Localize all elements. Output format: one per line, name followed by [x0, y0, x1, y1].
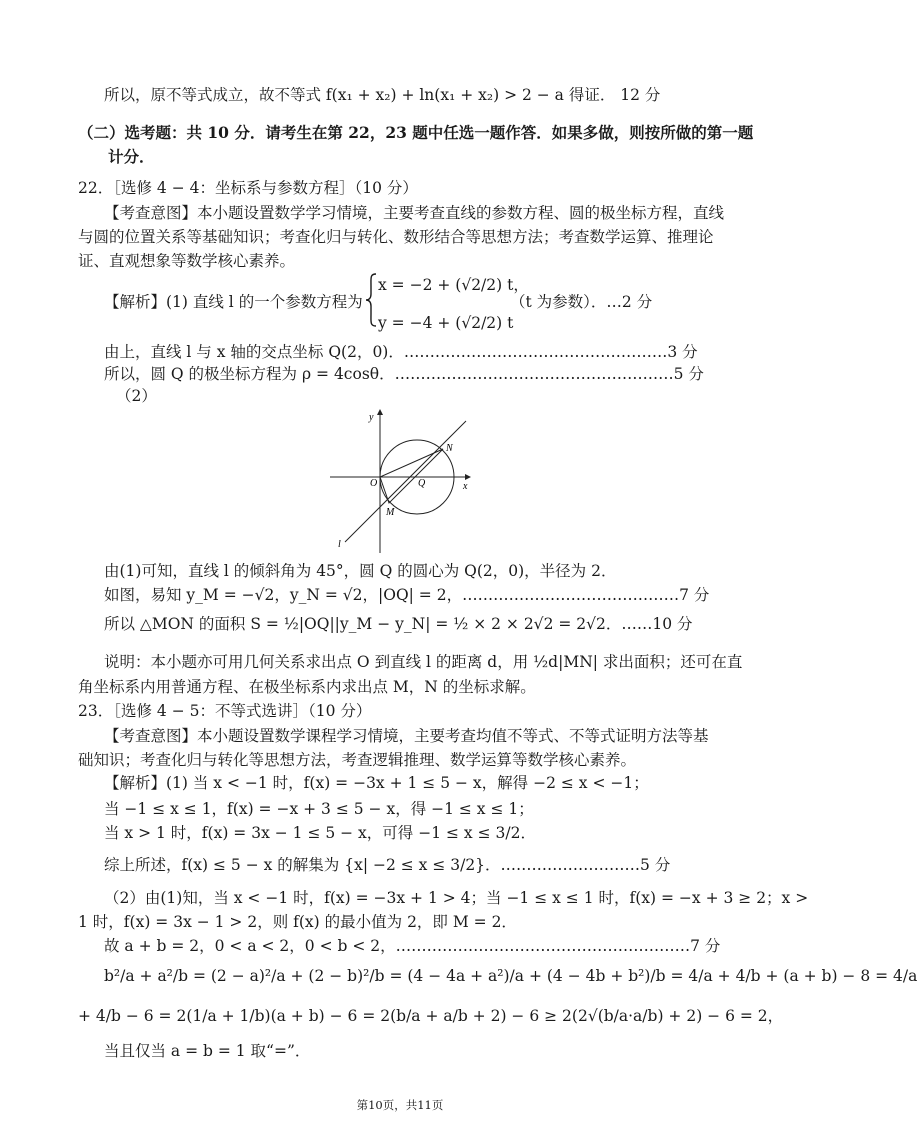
text-line: 由上，直线 l 与 x 轴的交点坐标 Q(2，0)．……………………………………………3 分 — [104, 343, 698, 361]
text-line: 当 x > 1 时，f(x) = 3x − 1 ≤ 5 − x，可得 −1 ≤ x ≤ 3/2． — [104, 824, 536, 842]
text-line: 由(1)可知，直线 l 的倾斜角为 45°，圆 Q 的圆心为 Q(2，0)，半径为 2． — [104, 562, 617, 580]
label-y: y — [369, 412, 374, 423]
text-line: 所以 △MON 的面积 S = ½|OQ||y_M − y_N| = ½ × 2 × 2√2 = 2√2．……10 分 — [104, 615, 693, 633]
text-line: 础知识；考查化归与转化等思想方法，考查逻辑推理、数学运算等数学核心素养。 — [78, 751, 637, 769]
text-line: 所以，圆 Q 的极坐标方程为 ρ = 4cosθ．………………………………………………5 分 — [104, 365, 704, 383]
label-q: Q — [418, 478, 426, 489]
text-line: 【考查意图】本小题设置数学课程学习情境，主要考查均值不等式、不等式证明方法等基 — [104, 727, 709, 745]
system-brace — [364, 272, 378, 328]
text-line: 23．［选修 4 − 5：不等式选讲］（10 分） — [78, 702, 372, 720]
text-line: 证、直观想象等数学核心素养。 — [78, 252, 296, 270]
text-line: 【解析】(1) 当 x < −1 时，f(x) = −3x + 1 ≤ 5 − x，解得 −2 ≤ x < −1； — [104, 774, 649, 792]
label-x: x — [463, 481, 468, 492]
x-axis-arrow-icon — [465, 474, 471, 480]
text-line: 当且仅当 a = b = 1 取“=”． — [104, 1042, 311, 1060]
text-line: 计分． — [108, 147, 155, 166]
text-line: + 4/b − 6 = 2(1/a + 1/b)(a + b) − 6 = 2(b/a + a/b + 2) − 6 ≥ 2(2√(b/a·a/b) + 2) − 6 = 2， — [78, 1007, 784, 1025]
equation-line: y = −4 + (√2/2) t — [378, 314, 514, 332]
label-n: N — [446, 443, 453, 454]
equation-line: x = −2 + (√2/2) t， — [378, 276, 529, 294]
text-line: （二）选考题：共 10 分．请考生在第 22，23 题中任选一题作答．如果多做，则按所做的第一题 — [78, 123, 754, 142]
label-o: O — [370, 478, 378, 489]
label-m: M — [386, 507, 395, 518]
y-axis-arrow-icon — [377, 409, 383, 415]
text-line: 角坐标系内用普通方程、在极坐标系内求出点 M，N 的坐标求解。 — [78, 678, 536, 696]
text-line: 【解析】(1) 直线 l 的一个参数方程为 — [104, 293, 363, 311]
coordinate-figure — [325, 405, 475, 555]
text-line: 22．［选修 4 − 4：坐标系与参数方程］（10 分） — [78, 179, 418, 197]
line-l — [345, 421, 466, 542]
text-line: （2）由(1)知，当 x < −1 时，f(x) = −3x + 1 > 4；当 −1 ≤ x ≤ 1 时，f(x) = −x + 3 ≥ 2；x > — [104, 889, 809, 907]
text-line: 故 a + b = 2，0 < a < 2，0 < b < 2，…………………………………………………7 分 — [104, 937, 721, 955]
label-l: l — [338, 539, 341, 550]
page-footer: 第10页，共11页 — [356, 1098, 444, 1112]
text-line: b²/a + a²/b = (2 − a)²/a + (2 − b)²/b = (4 − 4a + a²)/a + (4 − 4b + b²)/b = 4/a + 4/b + (a + b) − 8 = 4/a — [104, 967, 917, 985]
text-line: 与圆的位置关系等基础知识；考查化归与转化、数形结合等思想方法；考查数学运算、推理论 — [78, 228, 714, 246]
text-line: 如图，易知 y_M = −√2，y_N = √2，|OQ| = 2，……………………………………7 分 — [104, 586, 710, 604]
text-line: 1 时，f(x) = 3x − 1 > 2，则 f(x) 的最小值为 2，即 M = 2． — [78, 913, 517, 931]
text-line: 所以，原不等式成立，故不等式 f(x₁ + x₂) + ln(x₁ + x₂) > 2 − a 得证． 12 分 — [104, 86, 661, 104]
text-line: （t 为参数）．…2 分 — [510, 293, 653, 311]
text-line: 说明：本小题亦可用几何关系求出点 O 到直线 l 的距离 d，用 ½d|MN| 求出面积；还可在直 — [104, 653, 743, 671]
text-line: （2） — [116, 387, 157, 405]
text-line: 当 −1 ≤ x ≤ 1，f(x) = −x + 3 ≤ 5 − x，得 −1 ≤ x ≤ 1； — [104, 800, 534, 818]
text-line: 综上所述，f(x) ≤ 5 − x 的解集为 {x| −2 ≤ x ≤ 3/2}．………………………5 分 — [104, 856, 671, 874]
text-line: 【考查意图】本小题设置数学学习情境，主要考查直线的参数方程、圆的极坐标方程，直线 — [104, 204, 725, 222]
